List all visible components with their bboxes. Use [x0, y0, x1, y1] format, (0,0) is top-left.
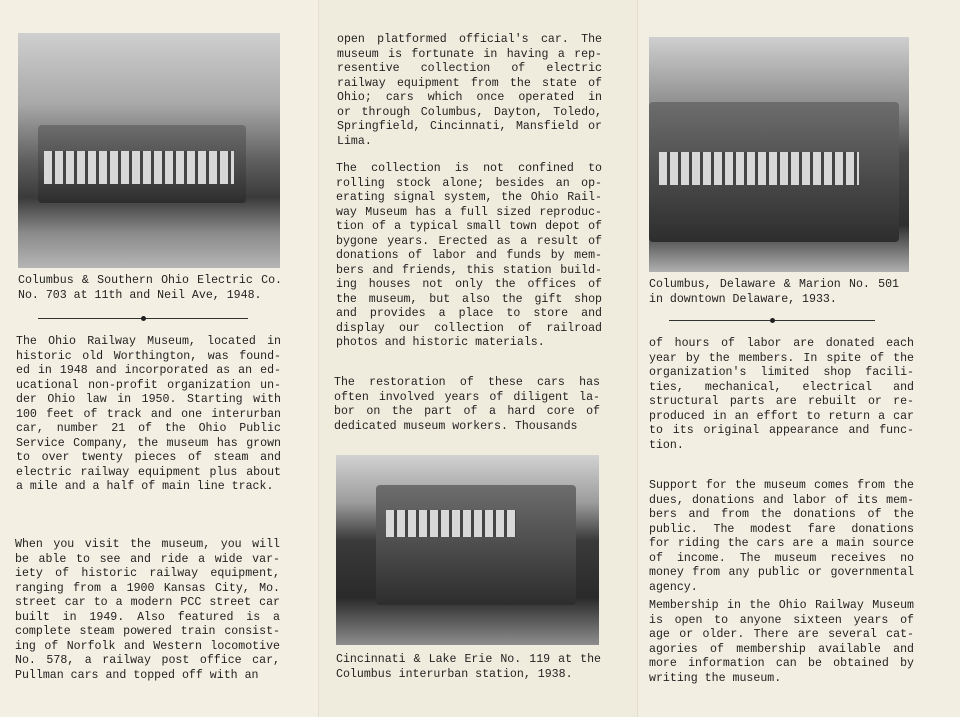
text-line: When you visit the museum, you will	[15, 538, 280, 551]
text-line: Membership in the Ohio Railway Museum	[649, 599, 914, 612]
text-line: often involved years of diligent la-	[334, 390, 600, 404]
text-line: organization's limited shop facili-	[649, 366, 914, 379]
text-line: car, number 21 of the Ohio Public	[16, 422, 281, 435]
text-line: bor on the part of a hard core of	[334, 405, 600, 418]
text-line: is open to anyone sixteen years of	[649, 613, 914, 627]
text-line: bers and friends, this station build-	[336, 263, 602, 277]
text-line: bers and from the donations of the	[649, 508, 914, 521]
text-line: bygone years. Erected as a result of	[336, 234, 602, 248]
support-paragraph	[649, 479, 914, 595]
text-line: Service Company, the museum has grown	[16, 436, 281, 450]
text-line: Cincinnati & Lake Erie No. 119 at the	[336, 653, 601, 666]
text-line: The Ohio Railway Museum, located in	[16, 335, 281, 348]
text-line: 100 feet of track and one interurban	[16, 407, 281, 421]
text-line: ties, mechanical, electrical and	[649, 380, 914, 394]
text-line: ranging from a 1900 Kansas City, Mo.	[15, 581, 280, 595]
text-line: Columbus interurban station, 1938.	[336, 667, 573, 681]
text-line: historic old Worthington, was found-	[16, 349, 281, 363]
text-line: complete steam powered train consist-	[15, 625, 280, 638]
middle-panel	[318, 0, 638, 717]
text-line: public. The modest fare donations	[649, 522, 914, 536]
text-line: railway equipment from the state of	[337, 76, 602, 90]
text-line: dues, donations and labor of its mem-	[649, 493, 914, 507]
text-line: or through Columbus, Dayton, Toledo,	[337, 105, 602, 119]
text-line: electric railway equipment plus about	[16, 465, 281, 479]
collection-paragraph	[337, 33, 602, 149]
photo-caption	[336, 653, 601, 682]
photo-interurban-501	[649, 37, 909, 272]
text-line: structural parts are rebuilt or re-	[649, 395, 914, 408]
text-line: in downtown Delaware, 1933.	[649, 292, 837, 306]
text-line: Springfield, Cincinnati, Mansfield or	[337, 120, 602, 133]
text-line: agories of membership available and	[649, 642, 914, 656]
text-line: Pullman cars and topped off with an	[15, 668, 259, 682]
text-line: to its original appearance and func-	[649, 424, 914, 437]
text-line: produced in an effort to return a car	[649, 409, 914, 423]
text-line: the museum, but also the gift shop	[336, 292, 602, 306]
photo-caption	[649, 278, 899, 307]
text-line: tion of a typical small town depot of	[336, 220, 602, 233]
text-line: dedicated museum workers. Thousands	[334, 419, 578, 433]
text-line: Lima.	[337, 134, 372, 148]
visit-paragraph	[15, 538, 280, 683]
text-line: Columbus, Delaware & Marion No. 501	[649, 278, 899, 291]
text-line: The collection is not confined to	[336, 162, 602, 175]
text-line: to over twenty pieces of steam and	[16, 451, 281, 464]
text-line: Ohio; cars which once operated in	[337, 91, 602, 104]
text-line: The restoration of these cars has	[334, 376, 600, 389]
text-line: built in 1949. Also featured is a	[15, 610, 280, 624]
photo-streetcar-703	[18, 33, 280, 268]
text-line: ing houses not only the offices of	[336, 278, 602, 291]
depot-paragraph	[336, 162, 602, 351]
text-line: agency.	[649, 580, 698, 594]
divider	[38, 318, 248, 319]
photo-caption	[18, 274, 282, 303]
divider	[669, 320, 875, 321]
text-line: writing the museum.	[649, 671, 782, 685]
restoration-paragraph	[334, 376, 600, 434]
text-line: open platformed official's car. The	[337, 33, 602, 46]
text-line: display our collection of railroad	[336, 321, 602, 335]
membership-paragraph	[649, 599, 914, 686]
labor-paragraph	[649, 337, 914, 453]
text-line: age or older. There are several cat-	[649, 628, 914, 641]
text-line: ed in 1948 and incorporated as an ed-	[16, 364, 281, 377]
text-line: Columbus & Southern Ohio Electric Co.	[18, 274, 282, 287]
text-line: a mile and a half of main line track.	[16, 480, 274, 493]
text-line: erating signal system, the Ohio Rail-	[336, 191, 602, 204]
text-line: Support for the museum comes from the	[649, 479, 914, 492]
text-line: of income. The museum receives no	[649, 551, 914, 565]
text-line: year by the members. In spite of the	[649, 351, 914, 365]
text-line: No. 578, a railway post office car,	[15, 654, 280, 667]
left-panel	[0, 0, 318, 717]
text-line: and provides a place to store and	[336, 307, 602, 320]
text-line: No. 703 at 11th and Neil Ave, 1948.	[18, 288, 262, 302]
text-line: money from any public or governmental	[649, 566, 914, 579]
text-line: more information can be obtained by	[649, 657, 914, 670]
museum-history-paragraph	[16, 335, 281, 495]
photo-interurban-119	[336, 455, 599, 645]
text-line: museum is fortunate in having a rep-	[337, 47, 602, 61]
text-line: for riding the cars are a main source	[649, 537, 914, 550]
text-line: way Museum has a full sized reproduc-	[336, 205, 602, 219]
text-line: photos and historic materials.	[336, 336, 545, 349]
text-line: iety of historic railway equipment,	[15, 567, 280, 580]
text-line: der Ohio law in 1950. Starting with	[16, 393, 281, 406]
text-line: ing of Norfolk and Western locomotive	[15, 639, 280, 653]
text-line: donations of labor and funds by mem-	[336, 249, 602, 262]
text-line: ucational non-profit organization un-	[16, 378, 281, 392]
text-line: be able to see and ride a wide var-	[15, 552, 280, 566]
right-panel	[637, 0, 960, 717]
text-line: rolling stock alone; besides an op-	[336, 176, 602, 190]
text-line: of hours of labor are donated each	[649, 337, 914, 350]
text-line: tion.	[649, 438, 684, 452]
text-line: street car to a modern PCC street car	[15, 596, 280, 609]
text-line: resentive collection of electric	[337, 62, 602, 75]
